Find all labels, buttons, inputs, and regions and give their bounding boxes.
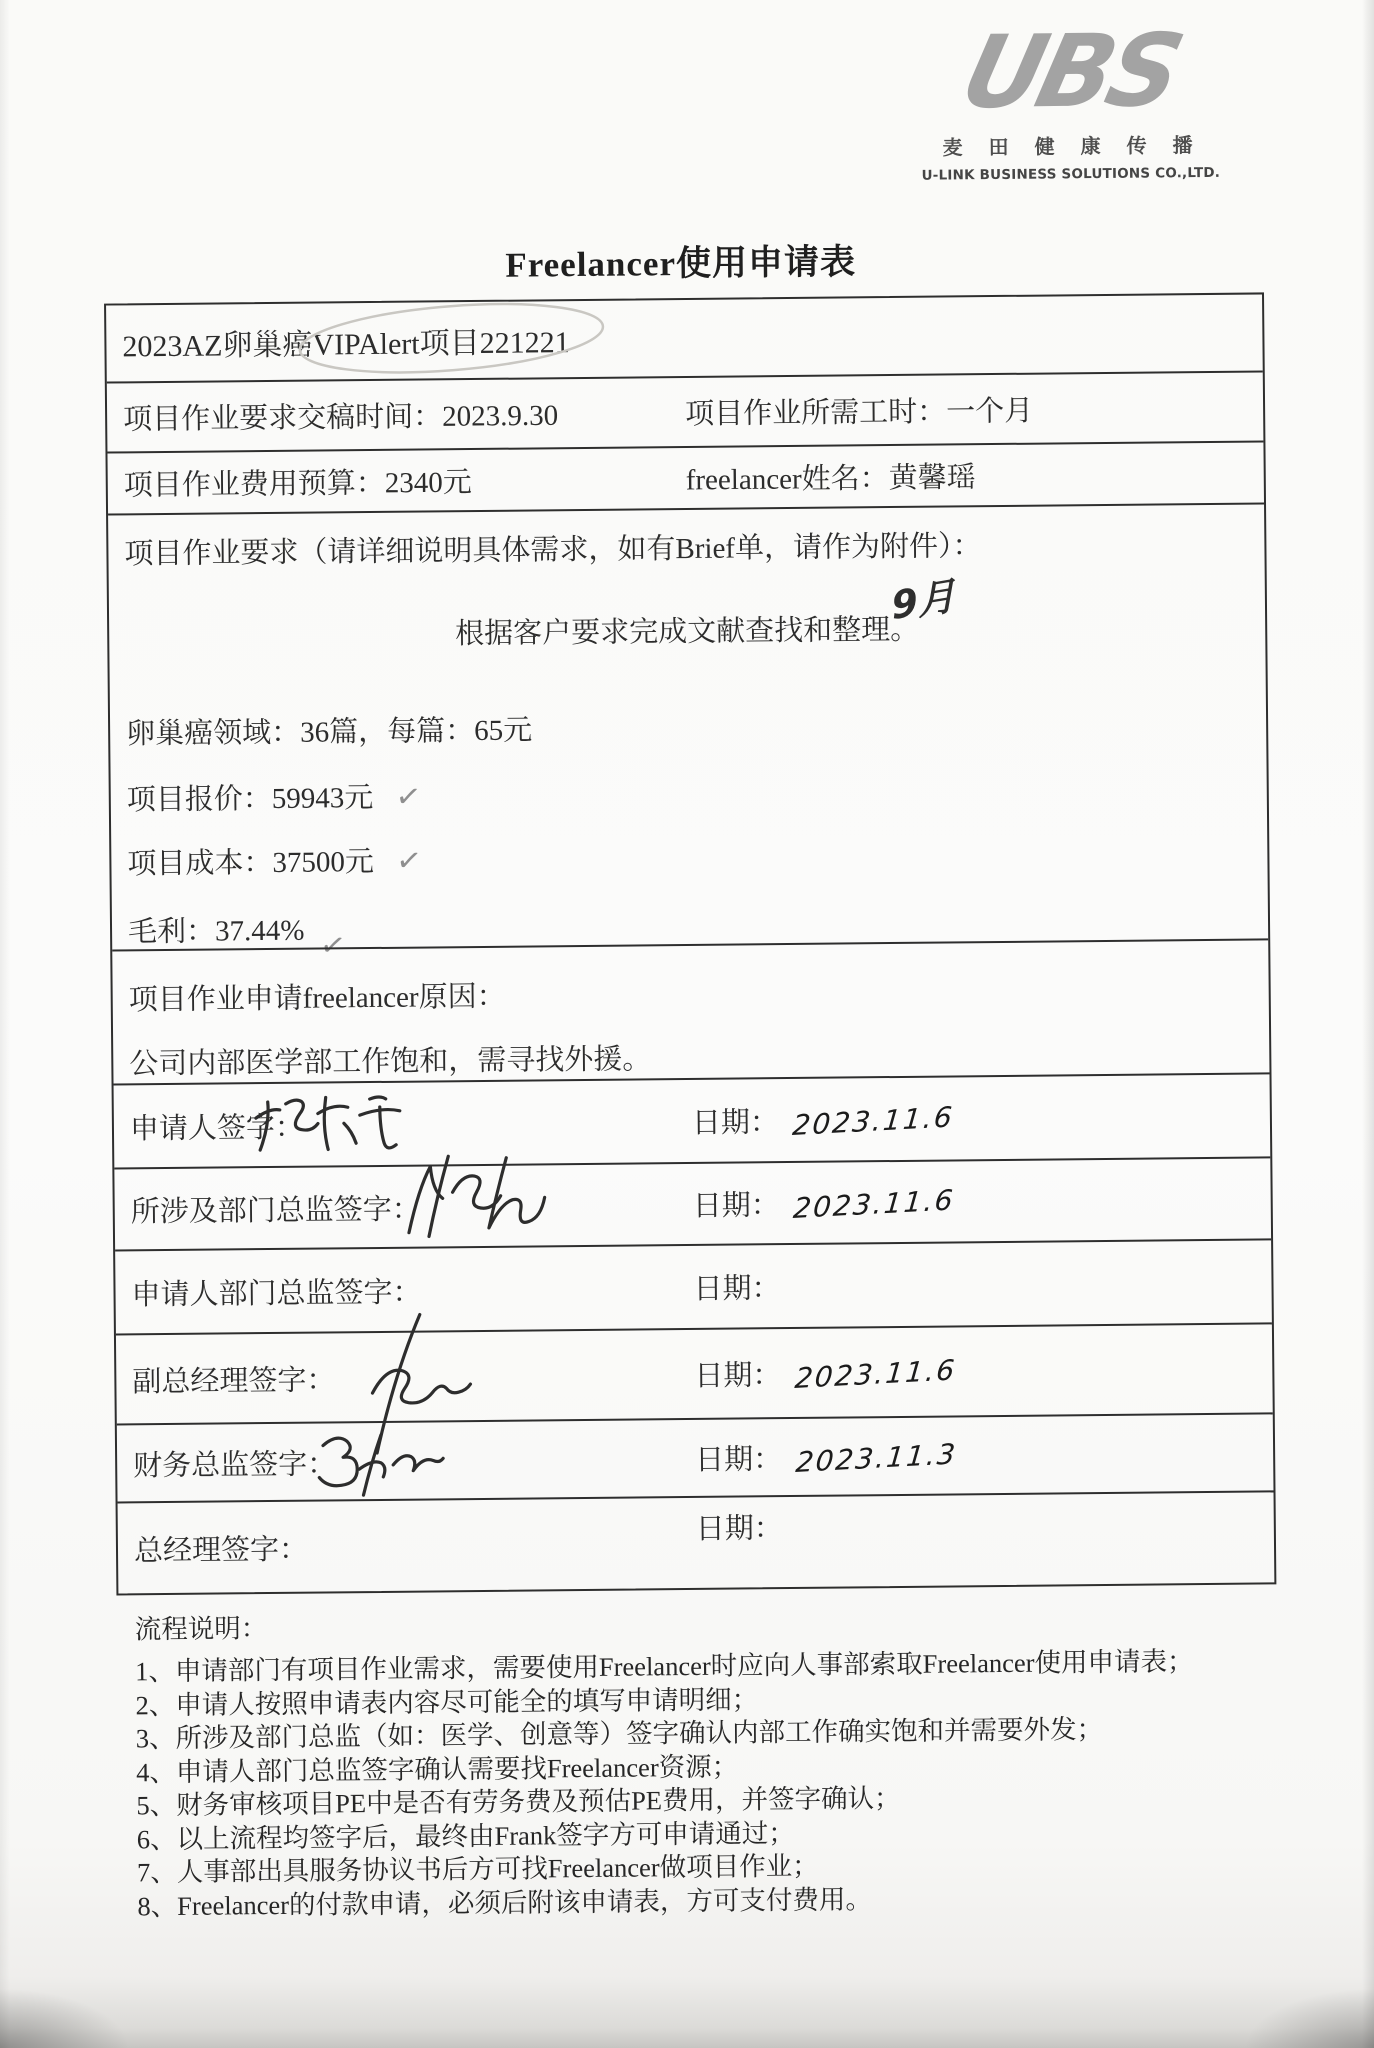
director-signature-scribble	[386, 1139, 587, 1253]
signature-label: 申请人签字：	[129, 1111, 305, 1145]
freelancer-name-value: 黄馨瑶	[888, 461, 976, 495]
date-label: 日期：	[695, 1512, 783, 1546]
freelancer-name-field	[686, 455, 976, 499]
date-label: 日期：	[694, 1359, 782, 1393]
date-field	[693, 1265, 794, 1307]
signature-label: 所涉及部门总监签字：	[130, 1193, 421, 1228]
signature-row-involved-director	[114, 1156, 1271, 1249]
note-item: 6、以上流程均签字后，最终由Frank签字方可申请通过；	[136, 1817, 795, 1854]
project-name: 2023AZ卵巢癌VIPAlert项目221221	[122, 326, 570, 364]
requirements-cell	[108, 502, 1268, 966]
date-label: 日期：	[691, 1106, 780, 1140]
application-form-table	[104, 292, 1276, 1595]
checkmark: ✓	[393, 842, 424, 881]
handwritten-date: 2023.11.3	[794, 1437, 959, 1479]
reason-header: 项目作业申请freelancer原因：	[128, 980, 506, 1017]
note-item: 7、人事部出具服务协议书后方可找Freelancer做项目作业；	[136, 1850, 819, 1888]
budget-value: 2340元	[384, 466, 472, 500]
detail-line	[127, 839, 424, 883]
detail-text: 毛利：37.44%	[127, 914, 305, 949]
requirements-note: 根据客户要求完成文献查找和整理。	[455, 613, 920, 651]
process-notes	[135, 1596, 1288, 1923]
signature-label: 副总经理签字：	[132, 1363, 336, 1398]
deadline-value: 2023.9.30	[442, 399, 559, 433]
signature-row-applicant	[114, 1072, 1271, 1167]
date-label: 日期：	[693, 1272, 781, 1306]
deadline-field	[123, 393, 558, 438]
signature-label: 财务总监签字：	[133, 1447, 337, 1482]
deadline-row	[107, 370, 1264, 451]
detail-line	[127, 907, 352, 966]
budget-field	[124, 460, 472, 504]
signature-label: 申请人部门总监签字：	[131, 1276, 422, 1311]
logo-tagline-english: U-LINK BUSINESS SOLUTIONS CO.,LTD.	[921, 164, 1221, 184]
note-item: 1、申请部门有项目作业需求，需要使用Freelancer时应向人事部索取Freelancer使用申请表；	[135, 1646, 1194, 1687]
duration-value: 一个月	[945, 395, 1034, 428]
budget-label: 项目作业费用预算：	[123, 467, 385, 502]
page-title: Freelancer使用申请表	[505, 242, 857, 285]
date-field	[693, 1181, 955, 1225]
note-item: 5、财务审核项目PE中是否有劳务费及预估PE费用，并签字确认；	[136, 1782, 901, 1821]
detail-text: 卵巢癌领域：36篇，每篇：65元	[126, 714, 533, 751]
date-label: 日期：	[692, 1189, 780, 1223]
budget-row	[107, 440, 1264, 513]
date-field	[694, 1351, 956, 1395]
note-item: 3、所涉及部门总监（如：医学、创意等）签字确认内部工作确实饱和并需要外发；	[135, 1714, 1104, 1754]
logo-tagline-chinese: 麦田健康传播	[942, 134, 1219, 160]
date-label: 日期：	[695, 1443, 783, 1477]
detail-text: 项目报价：59943元	[126, 782, 374, 817]
detail-line	[127, 775, 421, 819]
company-logo	[919, 12, 1221, 184]
handwritten-month-note: 9月	[890, 573, 957, 629]
date-field	[695, 1435, 957, 1479]
date-field	[692, 1098, 954, 1142]
duration-field	[685, 388, 1033, 432]
note-item: 2、申请人按照申请表内容尽可能全的填写申请明细；	[135, 1683, 759, 1720]
signature-row-applicant-director	[115, 1238, 1272, 1333]
handwritten-date: 2023.11.6	[791, 1100, 956, 1142]
ubs-logo-mark: UBS	[951, 12, 1189, 132]
checkmark: ✓	[393, 778, 423, 817]
signature-row-gm	[118, 1490, 1275, 1593]
detail-line	[126, 707, 532, 752]
note-item: 4、申请人部门总监签字确认需要找Freelancer资源；	[135, 1751, 739, 1787]
date-field	[696, 1505, 797, 1547]
signature-label: 总经理签字：	[133, 1533, 309, 1567]
detail-text: 项目成本：37500元	[127, 846, 375, 881]
handwritten-date: 2023.11.6	[791, 1183, 957, 1225]
deadline-label: 项目作业要求交稿时间：	[123, 400, 443, 436]
handwritten-date: 2023.11.6	[793, 1353, 958, 1395]
notes-header: 流程说明：	[134, 1613, 268, 1645]
note-item: 8、Freelancer的付款申请，必须后附该申请表，方可支付费用。	[137, 1883, 873, 1921]
requirements-header: 项目作业要求（请详细说明具体需求，如有Brief单，请作为附件）：	[124, 530, 982, 571]
freelancer-name-label: freelancer姓名：	[685, 462, 889, 497]
signature-row-deputy-gm	[116, 1322, 1273, 1423]
project-name-row	[106, 294, 1263, 381]
reason-text: 公司内部医学部工作饱和，需寻找外援。	[129, 1043, 652, 1081]
reason-cell	[112, 938, 1269, 1083]
signature-row-finance-director	[117, 1412, 1274, 1501]
duration-label: 项目作业所需工时：	[684, 395, 947, 431]
checkmark: ✓	[317, 926, 349, 966]
